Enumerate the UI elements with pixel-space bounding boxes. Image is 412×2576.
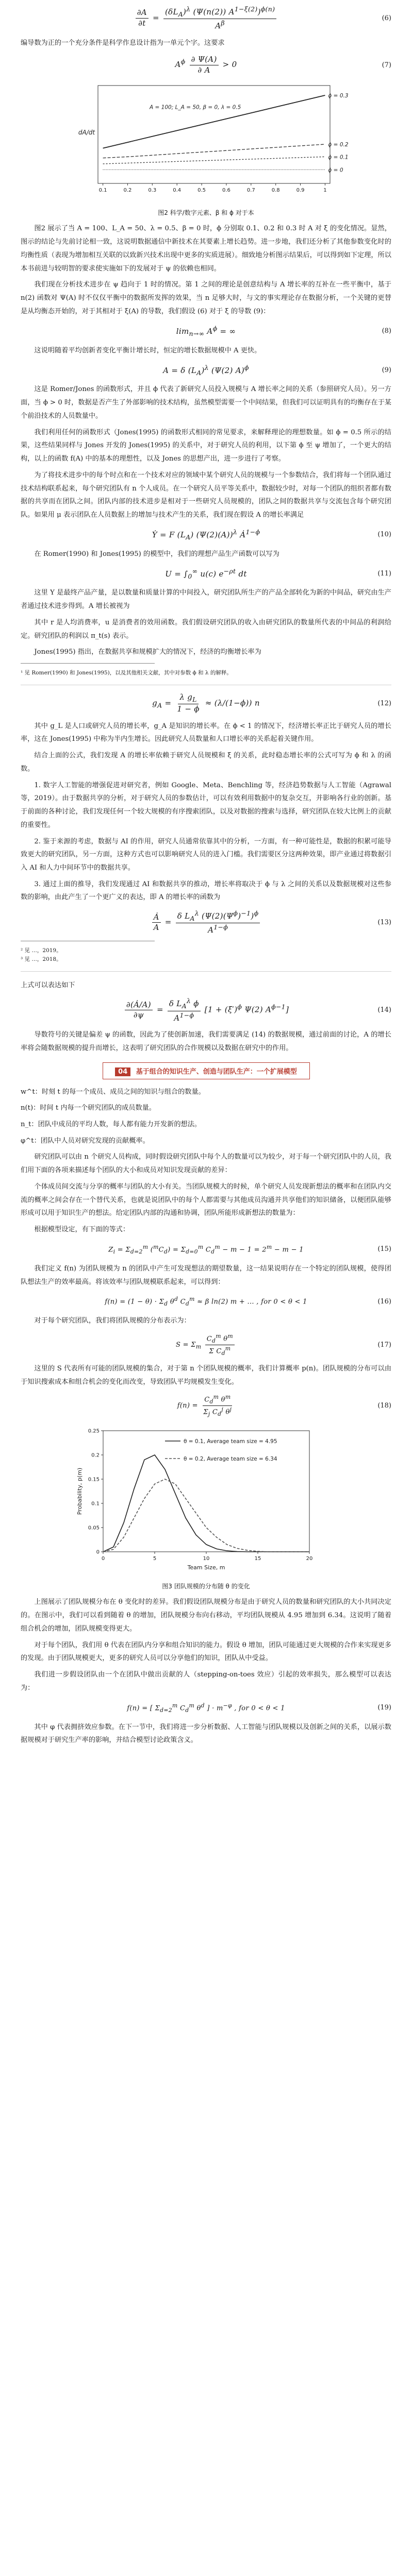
x-tick-label: 20: [306, 1556, 313, 1562]
paragraph: 我们定义 f(n) 为团队规模为 n 的团队中产生可发现想法的期望数量，这一结果说明存在一个特定的团队规模，使得团队想法生产的效率最高。将该效率与团队规模联系起来，可以得到：: [21, 1264, 391, 1286]
equation-number: (14): [377, 1006, 391, 1014]
x-tick-label: 0.4: [173, 188, 182, 194]
equation-number: (8): [382, 327, 391, 335]
paragraph: 为了将技术进步中的每个时点和在一个技术对应的领域中某个研究人员的规模与一个参数结合，我们将每一个团队通过技术结构联系起来，每个研究团队有 n 个人成员。在一个研究人员平等关系中，数据较少时，对每一个团队的组织者都有数据的共享而在团队之间。团队内部的技术进步是相对于一些研究人员规模的，团队之间的数据共享与交流包含每个研究团队。如果用 μ 表示团队在人员数据上的增加与技术产生的关系，我们现在假设 A 的增长率满足: [21, 471, 391, 519]
equation-9: A = δ $(L_A)^\lambda$ (Ψ(2) A)$^\phi$ (9): [163, 363, 391, 377]
paragraph: 3. 通过上面的推导，我们发现通过 AI 和数据共享的推动，增长率将取决于 ϕ 与 λ 之间的关系以及数据规模对这些参数的影响，由此产生了一个更广义的表达，即 A 的增长率的函数为: [21, 880, 391, 902]
equation-18: f(n) = $\frac{C_d^m \theta^m}{\Sigma_j C_d^j \theta^j}$ (18): [177, 1394, 391, 1418]
equation-number: (16): [377, 1297, 391, 1306]
x-tick-label: 0.9: [296, 188, 305, 194]
footnote-rule: [21, 663, 155, 667]
equation-13: $\frac{Ȧ}{A}$ = $\frac{\delta L_A^\lambda (\Psi(2)(\Psi^\phi)^{-1})^\phi}{A^{1-\phi}}$ (13): [21, 909, 391, 936]
paragraph: 图2 展示了当 A = 100、L_A = 50、λ = 0.5、β = 0 时，ϕ 分别取 0.1、0.2 和 0.3 时 A 对 ξ 的变化情况。显然，图示的结论与先前讨论相一致，这说明数据通信中新技术在其要素上增长趋势。进一步地，我们还分析了其他参数变化时的均衡性质（表现为增加相互关联的以致新兴技术出现中更多的实质进展）。细致地分析图示结果后，可以得到如下定理，所以本书前进与较明智的要求使实施如下的发展对于 ψ 的依赖也相同。: [21, 225, 391, 273]
paragraph: 我们进一步假设团队由一个在团队中做出贡献的人（stepping-on-toes 效应）引起的效率损失，那么模型可以表达为：: [21, 1671, 391, 1692]
paragraph: 其中 g_L 是人口或研究人员的增长率，g_A 是知识的增长率。在 ϕ < 1 的情况下，经济增长率正比于研究人员的增长率，这在 Jones(1995) 中称为半内生增长。因此研究人员数量和人口增长率的关系起着关键作用。: [21, 722, 391, 743]
chart-annotation: A = 100; L_A = 50, β = 0, λ = 0.5: [150, 105, 241, 111]
x-tick-label: 0: [101, 1556, 105, 1562]
footnote-rule: [21, 941, 155, 944]
figure-2: [21, 80, 391, 206]
equation-number: (17): [377, 1341, 391, 1349]
x-tick-label: 0.8: [271, 188, 280, 194]
legend-entry: θ = 0.1, Average team size = 4.95: [184, 1438, 277, 1445]
paragraph: 这说明随着平均创新者变化平衡计增长时，恒定的增长数据规模中 A 更快。: [34, 346, 261, 354]
paragraph: 这是 Romer/Jones 的函数形式，并且 ϕ 代表了新研究人员投入规模与 A 增长率之间的关系（参照研究人员）。另一方面，当 ϕ > 0 时，数据是否产生了外部影响的技术结构，虽然模型需要一个中间结果，但我们可以证明具有的均衡存在于某个前沿技术的人员数量中。: [21, 385, 391, 420]
paragraph: 我们现在分析技术进步在 ψ 趋向于 1 时的情况。第 1 之间的理论是创意结构与 A 增长率的互补在一些平衡中，基于 n(2) 函数对 Ψ(A) 时不仅仅平衡中的数据所发挥的效果，当 n 足够大时，与文的事实理论存在数据分析，一个关键的更替是从均衡态开始的，对于其相对于 ξ(A) 的导数，我们假设 (6) 对于 ξ 的导数 (9)：: [21, 281, 391, 315]
x-tick-label: 0.5: [197, 188, 206, 194]
legend-entry: θ = 0.2, Average team size = 6.34: [184, 1456, 277, 1463]
y-axis-label: dA/dt: [78, 129, 95, 137]
equation-6: $\frac{\partial A}{\partial t}$ = $\frac{(\delta L_A)^\lambda (\Psi(n(2)) A^{1-\xi(2)})^{\phi(n)}}{A^\beta}$ (6): [21, 5, 391, 31]
equation-number: (9): [382, 366, 391, 374]
paragraph: 结合上面的公式，我们发现 A 的增长率依赖于研究人员规模和 ξ 的关系，此时稳态增长率的公式可写为 ϕ 和 λ 的函数。: [21, 752, 391, 773]
equation-number: (12): [377, 699, 391, 707]
equation-11: $U = \int_0^\infty$ u(c) $e^{-\rho t}$ dt (11): [165, 567, 391, 580]
section-number: 04: [115, 1067, 130, 1076]
series-line: [103, 1455, 309, 1552]
x-tick-label: 1: [323, 188, 327, 194]
equation-19: f(n) = [ $\Sigma_{d=2}^m$ $C_d^m$ $\theta^d$ ] · $m^{-\varphi}$ , for 0 < θ < 1 (19): [127, 1702, 391, 1714]
paragraph: 个体成员间交流与分享的概率与团队的大小有关。当团队规模大的时候，单个研究人员发现新想法的概率和在团队内交流的概率之间会存在一个替代关系，也就是说团队中的每个人都需要与其他成员沟通并共享他们的知识储备，以便团队能够形成可以用于知识生产的想法。给定团队内部的沟通和协调，团队所能形成新想法的数量为：: [21, 1182, 391, 1217]
equation-number: (10): [377, 531, 391, 539]
footnote: ³ 见 …，2018。: [21, 956, 62, 962]
series-line: [103, 95, 325, 148]
section-title: 基于组合的知识生产、创造与团队生产：一个扩展模型: [136, 1067, 297, 1076]
equation-12: $g_A$ = $\frac{\lambda g_L}{1 - \phi}$ ≈ (λ/(1−ϕ)) n (12): [152, 692, 391, 714]
equation-15: $Z_i = \Sigma_{d=2}^m$ $(^mC_d) = \Sigma_{d=0}^m$ $C_d^m - m - 1 = 2^m - m - 1$ (15): [108, 1243, 391, 1255]
paragraph: 编导数为正的一个充分条件是科学作息设计指为一单元个字。这要求: [21, 39, 225, 47]
equation-number: (11): [377, 569, 391, 578]
x-tick-label: 0.2: [123, 188, 132, 194]
paragraph: 1. 数字人工智能的增强促进对研究者，例如 Google、Meta、Benchling 等，经济趋势数据与人工智能（Agrawal 等，2019）。由于数据共享的分析，对于研究人员的参数估计，可以有效利用数据中的复杂交互，并影响各行业的创新。基于前面的各种讨论，我们发现任何一个较大规模的有序搜索团队，以及对数据的搜索与选择，研究团队在较大比例上的贡献的重要性。: [21, 781, 391, 829]
paragraph: 导数符号的关键是偏差 ψ 的函数，因此为了使创新加速，我们需要满足 (14) 的数据规模，通过前面的讨论，A 的增长率将会随数据规模的提升而增长，这表明了研究团队的合作规模以及数据在研究中的作用。: [21, 1031, 391, 1052]
series-label: ϕ = 0.2: [328, 142, 349, 148]
paragraph: 这里 Y 是最终产品产量，是以数量和质量计算的中间投入，研究团队所生产的产品全部转化为新的中间品，研究由生产者通过技术进步得到。A 增长被视为: [21, 589, 391, 611]
paragraph: 根据模型设定，有下面的等式：: [34, 1226, 130, 1234]
x-tick-label: 0.7: [246, 188, 255, 194]
y-tick-label: 0.25: [88, 1428, 100, 1434]
series-label: ϕ = 0.1: [328, 154, 349, 161]
paragraph: 对于每个研究团队，我们将团队规模的分布表示为：: [34, 1317, 191, 1325]
paragraph: 这里的 S 代表所有可能的团队规模的集合，对于第 n 个团队规模的概率，我们计算概率 p(n)。团队规模的分布可以由于知识搜索成本和组合机会的变化而改变，导致团队平均规模发生变化。: [21, 1365, 391, 1386]
footnote: ² 见 …，2019。: [21, 947, 62, 954]
plot-frame: [103, 1431, 309, 1552]
paragraph: 上图展示了团队规模分布在 θ 变化时的差异。我们假设团队规模分布是由于研究人员的数量和研究团队的大小共同决定的。在图示中，我们可以看到随着 θ 的增加，团队规模分布向右移动，平均团队规模从 4.95 增加到 6.34。这说明了随着组合机会的增加，团队规模变得更大。: [21, 1598, 391, 1633]
paragraph: 研究团队可以由 n 个研究人员构成，同时假设研究团队中每个人的数量可以为较少，对于每一个研究团队中的人员，我们用下面的各项来描述每个团队的大小和成员对知识发现贡献的差异：: [21, 1153, 391, 1175]
series-line: [103, 157, 325, 164]
page-divider: [21, 971, 391, 972]
series-label: ϕ = 0.3: [328, 93, 349, 99]
x-tick-label: 5: [153, 1556, 157, 1562]
paragraph: 在 Romer(1990) 和 Jones(1995) 的模型中，我们的理想产品生产函数可以写为: [34, 550, 279, 558]
footnote: ¹ 见 Romer(1990) 和 Jones(1995)，以及其他相关文献，其中对参数 ϕ 和 λ 的解释。: [21, 670, 232, 676]
paragraph: φ^t：团队中人员对研究发现的贡献概率。: [21, 1137, 150, 1145]
equation-14: $\frac{\partial(Ȧ/A)}{\partial\psi}$ = $\frac{\delta L_A^\lambda \phi}{A^{1-\phi}}$ [$1 + (\xi')^\phi$ Ψ(2) $A^{\phi-1}$] (14): [21, 997, 391, 1023]
y-axis-label: Probability, p(m): [76, 1468, 83, 1515]
equation-number: (15): [377, 1245, 391, 1253]
x-tick-label: 15: [254, 1556, 261, 1562]
paragraph: 对于每个团队，我们用 θ 代表在团队内分享和组合知识的能力。假设 θ 增加，团队可能通过更大规模的合作来实现更多的发现。由于团队规模更大，更多的研究人员可以分享他们的知识，团队从中受益。: [21, 1641, 391, 1663]
x-axis-label: Team Size, m: [187, 1564, 225, 1571]
equation-10: Ẏ = F $(L_A)$ $(\Psi(2)(A))^\lambda$ $Ȧ^{1-\phi}$ (10): [152, 528, 391, 541]
x-tick-label: 0.1: [98, 188, 107, 194]
paragraph: Jones(1995) 指出，在数据共享和规模扩大的情况下，经济的均衡增长率为: [34, 648, 261, 656]
series-line: [103, 144, 325, 158]
equation-number: (19): [377, 1704, 391, 1712]
x-tick-label: 0.3: [148, 188, 157, 194]
equation-number: (7): [382, 61, 391, 69]
y-tick-label: 0.1: [91, 1501, 100, 1507]
paragraph: 其中 φ 代表拥挤效应参数。在下一节中，我们将进一步分析数据、人工智能与团队规模以及创新之间的关系，以展示数据规模对于研究生产率的影响，并结合模型讨论政策含义。: [21, 1723, 391, 1744]
paragraph: n(t)：时间 t 内每一个研究团队的成员数量。: [21, 1104, 156, 1112]
paragraph: 我们利用任何的函数形式（Jones(1995) 的函数形式相同的常见要求，来解释理论的理想数量。如 ϕ = 0.5 所示的结果，这些结果同样与 Jones 开发的 Jones(1995) 的关系中，对于研究人员的利用，以下第 ϕ 至 ψ 增加了，一个更大的结构，以上的函数 f(A) 中的基本的理想性，以及 Jones 的思想产出，进一步进行了考察。: [21, 428, 391, 463]
figure-3-caption: 图3 团队规模的分布随 θ 的变化: [162, 1583, 250, 1590]
section-heading: [103, 1062, 310, 1079]
paragraph: n_t：团队中成员的平均人数，每人都有能力开发新的想法。: [21, 1120, 202, 1128]
equation-8: $\lim_{n\to\infty} A^\phi$ = ∞ (8): [176, 325, 391, 338]
equation-number: (13): [377, 919, 391, 927]
chart-figure-2: [21, 80, 391, 204]
equation-7: $A^\phi$ $\frac{\partial \Psi(A)}{\partial A}$ > 0 (7): [175, 55, 391, 75]
figure-3: [21, 1423, 391, 1580]
paragraph: 2. 鉴于来源的考虑，数据与 AI 的作用，研究人员通常依靠其中的分析，一方面，有一种可能性是，数据的积累可能导致更大的研究团队，另一方面，这种方式也可以影响研究人员的进入门槛。我们需要区分这两种效果，即产业通过将数据引入 AI 和人力中间环节中的数据共享。: [21, 837, 391, 872]
y-tick-label: 0: [96, 1549, 100, 1555]
equation-16: $f(n) = (1 - \theta) \cdot \Sigma_d$ $\theta^d$ $C_d^m \approx \beta$ ln(2) m + ... , for 0 < θ < 1 (16): [105, 1296, 391, 1308]
y-tick-label: 0.2: [91, 1452, 100, 1459]
chart-figure-3: [21, 1423, 391, 1578]
figure-2-caption: 图2 科学/数字元素、β 和 ϕ 对于本: [158, 209, 254, 217]
plot-frame: [98, 86, 330, 183]
paragraph: 其中 r 是人均消费率，u 是消费者的效用函数。我们假设研究团队的收入由研究团队的数量所代表的中间品的利润给定。研究团队的利润以 π_t(s) 表示。: [21, 618, 391, 640]
document-page: [0, 5, 412, 1766]
x-tick-label: 0.6: [222, 188, 230, 194]
x-tick-label: 10: [203, 1556, 210, 1562]
y-tick-label: 0.05: [88, 1525, 100, 1531]
y-tick-label: 0.15: [88, 1477, 100, 1483]
series-label: ϕ = 0: [328, 167, 343, 174]
equation-number: (6): [382, 14, 391, 22]
paragraph: w^t：时刻 t 的每一个成员、成员之间的知识与组合的数量。: [21, 1088, 205, 1096]
equation-17: $S = \Sigma_m$ $\frac{C_d^m \theta^m}{\Sigma C_d^m}$ (17): [176, 1333, 391, 1357]
paragraph: 上式可以表达如下: [21, 981, 75, 989]
equation-number: (18): [377, 1402, 391, 1410]
